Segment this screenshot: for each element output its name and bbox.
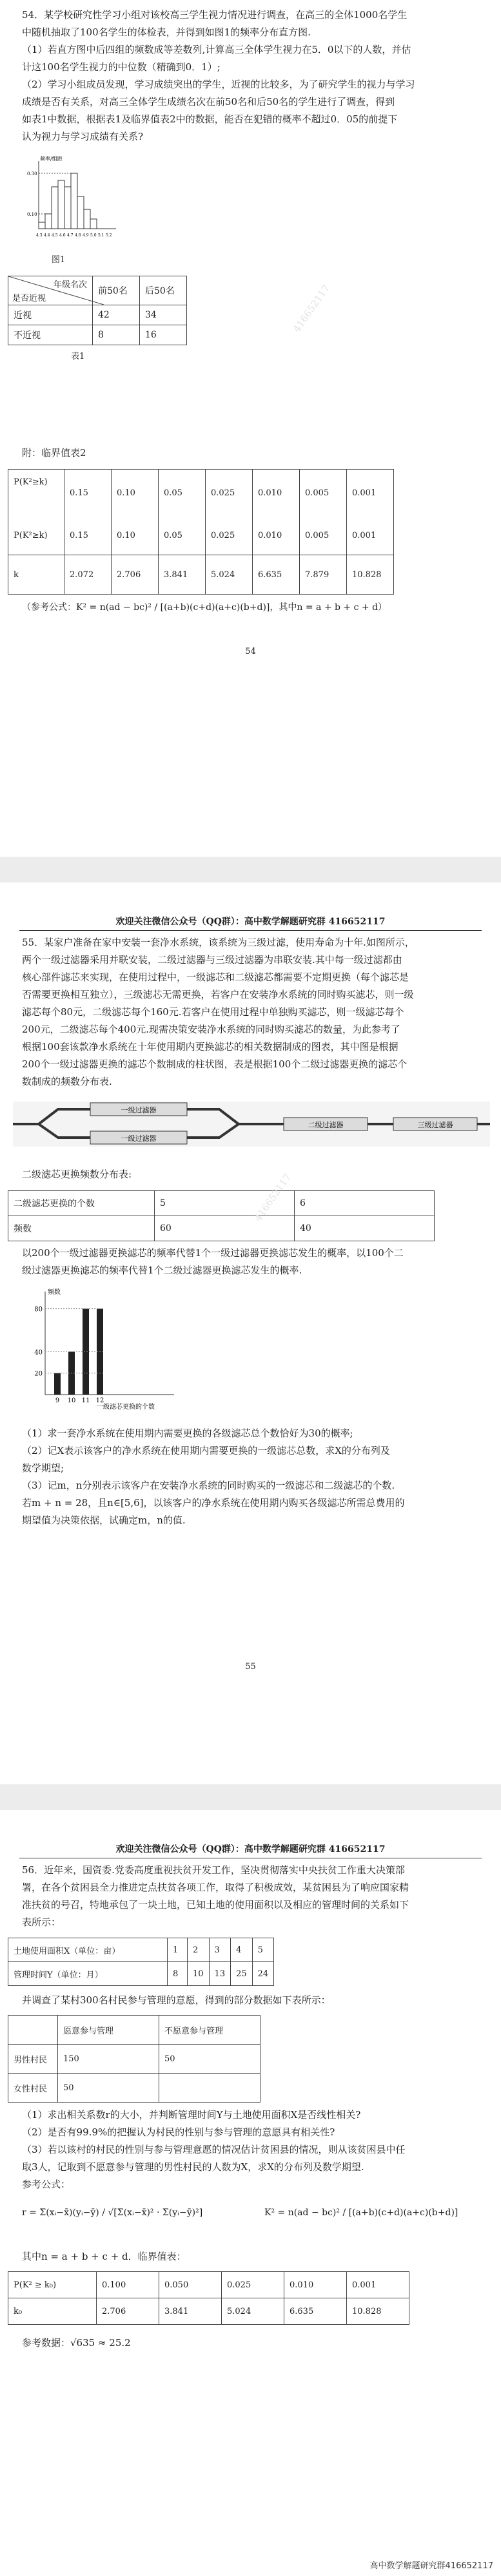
table-cell: 0.005 bbox=[300, 516, 347, 555]
q54-line: 54．某学校研究性学习小组对该校高三学生视力情况进行调查，在高三的全体1000名学生 bbox=[22, 9, 408, 21]
table-cell: 0.15 bbox=[64, 470, 112, 517]
x-tick-label: 11 bbox=[81, 1397, 90, 1404]
histogram-bar bbox=[84, 209, 90, 229]
table-cell: 0.050 bbox=[159, 2272, 222, 2298]
table-cell: 不近视 bbox=[8, 325, 93, 345]
table-cell: 2.706 bbox=[112, 555, 159, 595]
q55-line: 滤芯每个80元，二级滤芯每个160元.若客户在使用过程中单独购买滤芯，则一级滤芯每个 bbox=[22, 1006, 404, 1018]
table-cell: 0.025 bbox=[206, 516, 253, 555]
x-tick-label: 9 bbox=[55, 1397, 60, 1404]
table-cell: 0.100 bbox=[97, 2272, 159, 2298]
table-cell: 34 bbox=[140, 305, 187, 325]
table-cell: 5.024 bbox=[206, 555, 253, 595]
table-cell: 40 bbox=[295, 1216, 435, 1241]
q54-line: 成绩是否有关系，对高三全体学生成绩名次在前50名和后50名的学生进行了调查，得到 bbox=[22, 96, 395, 108]
page-56 bbox=[0, 1810, 501, 2576]
table-cell bbox=[8, 2016, 58, 2045]
table-cell: 24 bbox=[252, 1962, 274, 1986]
q55-line: （2）记X表示该客户的净水系统在使用期内需要更换的一级滤芯总数，求X的分布列及 bbox=[22, 1445, 390, 1456]
page-number: 55 bbox=[245, 1662, 256, 1672]
histogram-tick: 5.1 bbox=[98, 233, 104, 238]
reference-formula: （参考公式：K² = n(ad − bc)² / [(a+b)(c+d)(a+c)(b+d)]，其中n = a + b + c + d） bbox=[22, 602, 388, 613]
table-cell: 0.10 bbox=[112, 516, 159, 555]
q54-line: 如表1中数据，根据表1及临界值表2中的数据，能否在犯错的概率不超过0．05的前提下 bbox=[22, 113, 398, 125]
page-55 bbox=[0, 883, 501, 1784]
table-cell: 0.10 bbox=[112, 470, 159, 517]
table-cell: 频数 bbox=[8, 1216, 155, 1241]
table-cell: 25 bbox=[231, 1962, 253, 1986]
q54-line: （2）学习小组成员发现，学习成绩突出的学生，近视的比较多，为了研究学生的视力与学习 bbox=[22, 79, 415, 90]
table-cell: 7.879 bbox=[300, 555, 347, 595]
table-cell: 42 bbox=[93, 305, 140, 325]
q56-line: （2）是否有99.9%的把握认为村民的性别与参与管理的意愿具有相关性? bbox=[22, 2126, 335, 2138]
table-cell: 13 bbox=[209, 1962, 231, 1986]
table-row-label: k bbox=[8, 555, 64, 595]
q56-line: （1）求出相关系数r的大小，并判断管理时间Y与土地使用面积X是否线性相关? bbox=[22, 2109, 361, 2121]
formula-note: 其中n = a + b + c + d．临界值表： bbox=[22, 2251, 186, 2262]
table-cell: 60 bbox=[155, 1216, 295, 1241]
crit-table bbox=[8, 2271, 409, 2325]
freq-table-title: 二级滤芯更换频数分布表: bbox=[22, 1169, 132, 1180]
histogram-y-value: 0.30 bbox=[27, 171, 37, 177]
histogram-y-label: 频率/组距 bbox=[40, 156, 63, 162]
table-cell: 6.635 bbox=[253, 555, 300, 595]
table-cell: 0.010 bbox=[253, 470, 300, 517]
table-cell: 0.001 bbox=[347, 470, 394, 517]
histogram-bar bbox=[90, 219, 97, 229]
table-cell bbox=[159, 2074, 260, 2103]
histogram-bar bbox=[52, 187, 58, 229]
table-cell: 3.841 bbox=[159, 2298, 222, 2325]
table-header: 不愿意参与管理 bbox=[159, 2016, 260, 2045]
land-table bbox=[8, 1938, 274, 1986]
watermark: 416652117 bbox=[290, 282, 332, 335]
freq-table bbox=[8, 1190, 435, 1241]
table-cell: 6 bbox=[295, 1191, 435, 1216]
table-2 bbox=[8, 469, 394, 595]
q55-line: 否需要更换相互独立），三级滤芯无需更换，若客户在安装净水系统的同时购买滤芯，则一级 bbox=[22, 989, 414, 1000]
histogram-tick: 5.0 bbox=[90, 233, 97, 238]
watermark: 416652117 bbox=[251, 1171, 293, 1224]
table-header: 愿意参与管理 bbox=[58, 2016, 159, 2045]
table-cell: 0.025 bbox=[206, 470, 253, 517]
y-axis-title: 频数 bbox=[48, 1289, 61, 1296]
table-cell: 0.001 bbox=[347, 2272, 409, 2298]
q55-line: 级过滤器更换滤芯的频率代替1个二级过滤器更换滤芯发生的概率. bbox=[22, 1264, 302, 1276]
table-cell: 10 bbox=[188, 1962, 210, 1986]
table-cell: 女性村民 bbox=[8, 2074, 58, 2103]
table-cell: 近视 bbox=[8, 305, 93, 325]
table-row-label: P(K²≥k) bbox=[8, 470, 64, 517]
table-cell: 50 bbox=[159, 2045, 260, 2074]
y-tick-label: 40 bbox=[34, 1349, 43, 1357]
table-cell: 8 bbox=[168, 1962, 188, 1986]
q55-line: 数学期望; bbox=[22, 1462, 64, 1474]
table-cell: 0.005 bbox=[300, 470, 347, 517]
table-cell: 10.828 bbox=[347, 555, 394, 595]
will-table bbox=[8, 2015, 260, 2103]
table-cell: 0.05 bbox=[159, 470, 206, 517]
table-diagonal-header: 年级名次 是否近视 bbox=[8, 276, 93, 305]
q55-line: 期望值为决策依据，试确定m，n的值. bbox=[22, 1514, 186, 1526]
histogram-tick: 4.9 bbox=[83, 233, 89, 238]
histogram-tick: 4.4 bbox=[44, 233, 50, 238]
table-cell: 8 bbox=[93, 325, 140, 345]
svg-text:二级过滤器: 二级过滤器 bbox=[308, 1121, 344, 1129]
formula-k: K² = n(ad − bc)² / [(a+b)(c+d)(a+c)(b+d)] bbox=[264, 2208, 458, 2218]
q55-line: 两个一级过滤器采用并联安装，二级过滤器与三级过滤器为串联安装.其中每一级过滤都由 bbox=[22, 954, 402, 966]
x-axis-title: 一级滤芯更换的个数 bbox=[97, 1404, 155, 1411]
q54-line: 中随机抽取了100名学生的体检表，并得到如图1的频率分布直方图. bbox=[22, 26, 311, 38]
table-1 bbox=[8, 276, 187, 345]
bar-11 bbox=[83, 1309, 89, 1395]
table-cell: 150 bbox=[58, 2045, 159, 2074]
q55-line: 数制成的频数分布表. bbox=[22, 1076, 112, 1087]
reference-title: 参考公式： bbox=[22, 2179, 71, 2190]
table-cell: 4 bbox=[231, 1938, 253, 1962]
y-tick-label: 20 bbox=[34, 1370, 43, 1378]
table-2-title: 附：临界值表2 bbox=[22, 447, 86, 459]
histogram-bar bbox=[77, 196, 84, 229]
page-number: 54 bbox=[245, 647, 256, 656]
q55-line: 55．某家户准备在家中安装一套净水系统，该系统为三级过滤，使用寿命为十年.如图所示， bbox=[22, 937, 415, 948]
table-cell: 2 bbox=[188, 1938, 210, 1962]
q54-line: 认为视力与学习成绩有关系? bbox=[22, 131, 144, 142]
svg-text:一级过滤器: 一级过滤器 bbox=[121, 1134, 157, 1143]
q55-line: （1）求一套净水系统在使用期内需要更换的各级滤芯总个数恰好为30的概率; bbox=[22, 1427, 353, 1439]
histogram-tick: 5.2 bbox=[106, 233, 112, 238]
table-cell: 16 bbox=[140, 325, 187, 345]
table-cell: 2.706 bbox=[97, 2298, 159, 2325]
bar-chart bbox=[26, 1285, 181, 1414]
table-cell: 1 bbox=[168, 1938, 188, 1962]
q55-line: 根据100套该款净水系统在十年使用期内更换滤芯的相关数据制成的图表，其中图是根据 bbox=[22, 1041, 398, 1053]
q54-line: （1）若直方图中后四组的频数成等差数列,计算高三全体学生视力在5．0以下的人数，并估 bbox=[22, 44, 411, 55]
page-header: 欢迎关注微信公众号（QQ群）：高中数学解题研究群 416652117 bbox=[115, 1844, 386, 1855]
page-header: 欢迎关注微信公众号（QQ群）：高中数学解题研究群 416652117 bbox=[115, 917, 386, 927]
svg-text:三级过滤器: 三级过滤器 bbox=[417, 1121, 453, 1129]
q56-line: 表所示： bbox=[22, 1916, 61, 1928]
histogram-tick: 4.5 bbox=[52, 233, 58, 238]
table-cell: 0.025 bbox=[222, 2272, 284, 2298]
table-cell: 10.828 bbox=[347, 2298, 409, 2325]
table-cell: 男性村民 bbox=[8, 2045, 58, 2074]
page-separator bbox=[0, 857, 501, 883]
q56-line: 并调查了某村300名村民参与管理的意愿，得到的部分数据如下表所示： bbox=[22, 1994, 331, 2006]
table-cell: 0.001 bbox=[347, 516, 394, 555]
table-cell: 2.072 bbox=[64, 555, 112, 595]
q55-line: 以200个一级过滤器更换滤芯的频率代替1个一级过滤器更换滤芯发生的概率，以100个二 bbox=[22, 1247, 404, 1259]
table-cell: 0.05 bbox=[159, 516, 206, 555]
histogram-y-value: 0.10 bbox=[27, 212, 37, 217]
table-cell: 6.635 bbox=[284, 2298, 347, 2325]
table-caption: 表1 bbox=[71, 352, 85, 361]
table-cell: 0.010 bbox=[284, 2272, 347, 2298]
table-row-label: P(K² ≥ k₀) bbox=[8, 2272, 97, 2298]
page-separator bbox=[0, 1784, 501, 1810]
svg-text:一级过滤器: 一级过滤器 bbox=[121, 1106, 157, 1114]
q56-line: 准扶贫的号召，特地承包了一块土地，已知土地的使用面积以及相应的管理时间的关系如下 bbox=[22, 1899, 409, 1911]
table-cell: 0.15 bbox=[64, 516, 112, 555]
bar-9 bbox=[54, 1373, 61, 1395]
q55-line: 核心部件滤芯来实现，在使用过程中，一级滤芯和二级滤芯都需要不定期更换（每个滤芯是 bbox=[22, 971, 409, 983]
histogram-bar bbox=[39, 222, 45, 229]
q56-line: 取3人，记取到不愿意参与管理的男性村民的人数为X，求X的分布列及数学期望. bbox=[22, 2161, 364, 2173]
x-tick-label: 10 bbox=[67, 1397, 76, 1404]
histogram-bar bbox=[45, 214, 52, 229]
q55-line: （3）记m，n分别表示该客户在安装净水系统的同时购买的一级滤芯和二级滤芯的个数. bbox=[22, 1480, 395, 1491]
q56-line: 56．近年来，国资委.党委高度重视扶贫开发工作，坚决贯彻落实中央扶贫工作重大决策部 bbox=[22, 1864, 405, 1876]
table-cell: 0.010 bbox=[253, 516, 300, 555]
q55-line: 200元，二级滤芯每个400元.现需决策安装净水系统的同时购买滤芯的数量，为此参考了 bbox=[22, 1024, 401, 1035]
histogram-bar bbox=[58, 180, 64, 229]
formula-r: r = Σ(xᵢ−x̄)(yᵢ−ȳ) / √[Σ(xᵢ−x̄)² · Σ(yᵢ−ȳ)²] bbox=[22, 2208, 203, 2218]
table-cell: 管理时间Y（单位：月） bbox=[8, 1962, 168, 1986]
q55-line: 若m + n = 28，且n∈[5,6]，以该客户的净水系统在使用期内购买各级滤芯所需总费用的 bbox=[22, 1497, 405, 1509]
histogram-tick: 4.7 bbox=[67, 233, 74, 238]
table-header: 前50名 bbox=[93, 276, 140, 305]
corner-mark: 高中数学解题研究群416652117 bbox=[369, 2561, 493, 2571]
x-tick-label: 12 bbox=[95, 1397, 104, 1404]
histogram-tick: 4.3 bbox=[36, 233, 43, 238]
histogram-bar bbox=[71, 173, 77, 229]
y-tick-label: 80 bbox=[34, 1306, 43, 1313]
table-cell: 土地使用面积X（单位：亩） bbox=[8, 1938, 168, 1962]
histogram-tick: 4.6 bbox=[59, 233, 66, 238]
histogram-figure bbox=[26, 151, 123, 248]
table-cell: 3.841 bbox=[159, 555, 206, 595]
histogram-tick: 4.8 bbox=[75, 233, 81, 238]
reference-data: 参考数据：√635 ≈ 25.2 bbox=[22, 2337, 131, 2349]
filter-diagram bbox=[13, 1095, 490, 1153]
table-cell: 5 bbox=[155, 1191, 295, 1216]
table-cell: 3 bbox=[209, 1938, 231, 1962]
table-cell: 50 bbox=[58, 2074, 159, 2103]
q55-line: 200个一级过滤器更换的滤芯个数制成的柱状图，表是根据100个二级过滤器更换的滤芯个 bbox=[22, 1058, 408, 1070]
histogram-bar bbox=[64, 187, 71, 229]
table-row-label: P(K²≥k) bbox=[8, 516, 64, 555]
table-cell: 5 bbox=[252, 1938, 274, 1962]
page-54 bbox=[0, 0, 501, 857]
header-rule bbox=[19, 930, 482, 931]
table-cell: 二级滤芯更换的个数 bbox=[8, 1191, 155, 1216]
q56-line: （3）若以该村的村民的性别与参与管理意愿的情况估计贫困县的情况，则从该贫困县中任 bbox=[22, 2144, 406, 2155]
table-cell: 5.024 bbox=[222, 2298, 284, 2325]
table-row-label: k₀ bbox=[8, 2298, 97, 2325]
q56-line: 署，在各个贫困县全力推进定点扶贫各项工作，取得了积极成效，某贫困县为了响应国家精 bbox=[22, 1882, 409, 1893]
table-header: 后50名 bbox=[140, 276, 187, 305]
q54-line: 计这100名学生视力的中位数（精确到0．1）; bbox=[22, 61, 221, 73]
figure-caption: 图1 bbox=[52, 255, 66, 265]
